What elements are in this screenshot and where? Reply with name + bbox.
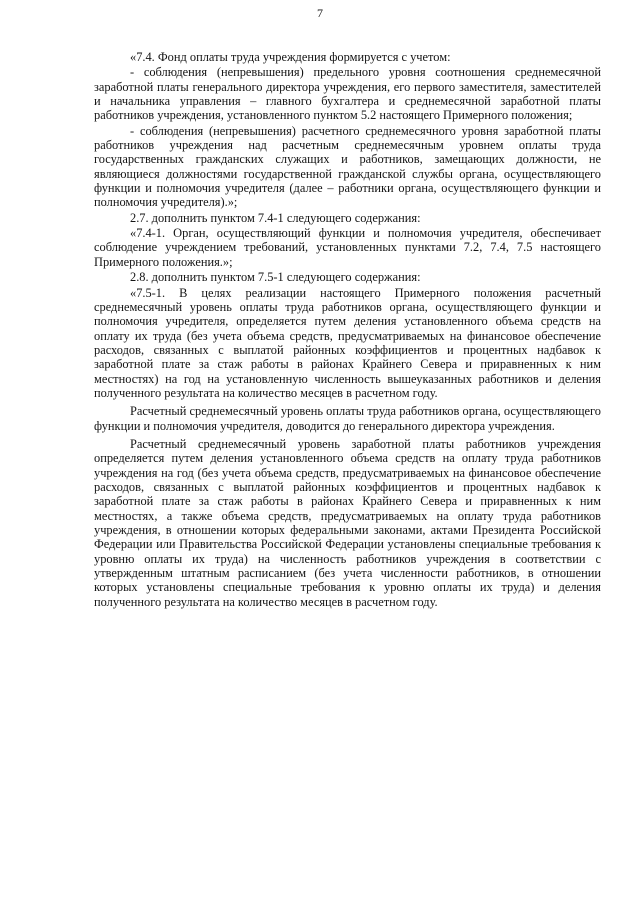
paragraph-7-4-1: «7.4-1. Орган, осуществляющий функции и полномочия учредителя, обеспечивает соблюдение учреждением требований, установленных пунктами 7.2, 7.4, 7.5 настоящего Примерного положения.»;	[94, 226, 601, 269]
document-body	[94, 50, 601, 609]
paragraph-amendment-2-7: 2.7. дополнить пунктом 7.4-1 следующего содержания:	[130, 210, 421, 225]
paragraph-organ-level: Расчетный среднемесячный уровень оплаты труда работников органа, осуществляющего функции и полномочия учредителя, доводится до генерального директора учреждения.	[94, 404, 601, 433]
paragraph-institution-level: Расчетный среднемесячный уровень заработной платы работников учреждения определяется путем деления установленного объема средств на оплату труда работников учреждения на год (без учета объема средств, предусматриваемых на финансовое обеспечение расходов, связанных с выплатой районных коэффициентов и процентных надбавок к заработной плате за стаж работы в районах Крайнего Севера и приравненных к ним местностях, а также объема средств, предусматриваемых на оплату труда работников учреждения, в отношении которых федеральными законами, актами Президента Российской Федерации или Правительства Российской Федерации установлены специальные требования к уровню оплаты их труда) на численность работников учреждения в соответствии с утвержденным штатным расписанием (без учета численности работников, в отношении которых установлены специальные требования к уровню оплаты их труда) и деления полученного результата на количество месяцев в расчетном году.	[94, 436, 601, 609]
paragraph-amendment-2-8: 2.8. дополнить пунктом 7.5-1 следующего содержания:	[130, 270, 421, 285]
page-number: 7	[317, 6, 323, 20]
paragraph-7-4-item-2: - соблюдения (непревышения) расчетного среднемесячного уровня заработной платы работников учреждения над расчетным среднемесячным уровнем оплаты труда государственных гражданских служащих и работников, замещающих должности, не являющиеся должностями государственной гражданской службы органа, осуществляющего функции и полномочия учредителя (далее – работники органа, осуществляющего функции и полномочия учредителя).»;	[94, 123, 601, 210]
paragraph-7-4-item-1: - соблюдения (непревышения) предельного уровня соотношения среднемесячной заработной платы генерального директора учреждения, его первого заместителя, заместителей и начальника управления – главного бухгалтера и среднемесячной заработной платы работников учреждения, установленного пунктом 5.2 настоящего Примерного положения;	[94, 65, 601, 123]
paragraph-7-4-intro: «7.4. Фонд оплаты труда учреждения формируется с учетом:	[130, 50, 451, 64]
paragraph-7-5-1: «7.5-1. В целях реализации настоящего Примерного положения расчетный среднемесячный уровень оплаты труда работников органа, осуществляющего функции и полномочия учредителя, определяется путем деления установленного объема средств на оплату их труда (без учета объема средств, предусматриваемых на финансовое обеспечение расходов, связанных с выплатой районных коэффициентов и процентных надбавок к заработной плате за стаж работы в районах Крайнего Севера и приравненных к ним местностях) на год на установленную численность вышеуказанных работников и деления полученного результата на количество месяцев в расчетном году.	[94, 285, 601, 400]
